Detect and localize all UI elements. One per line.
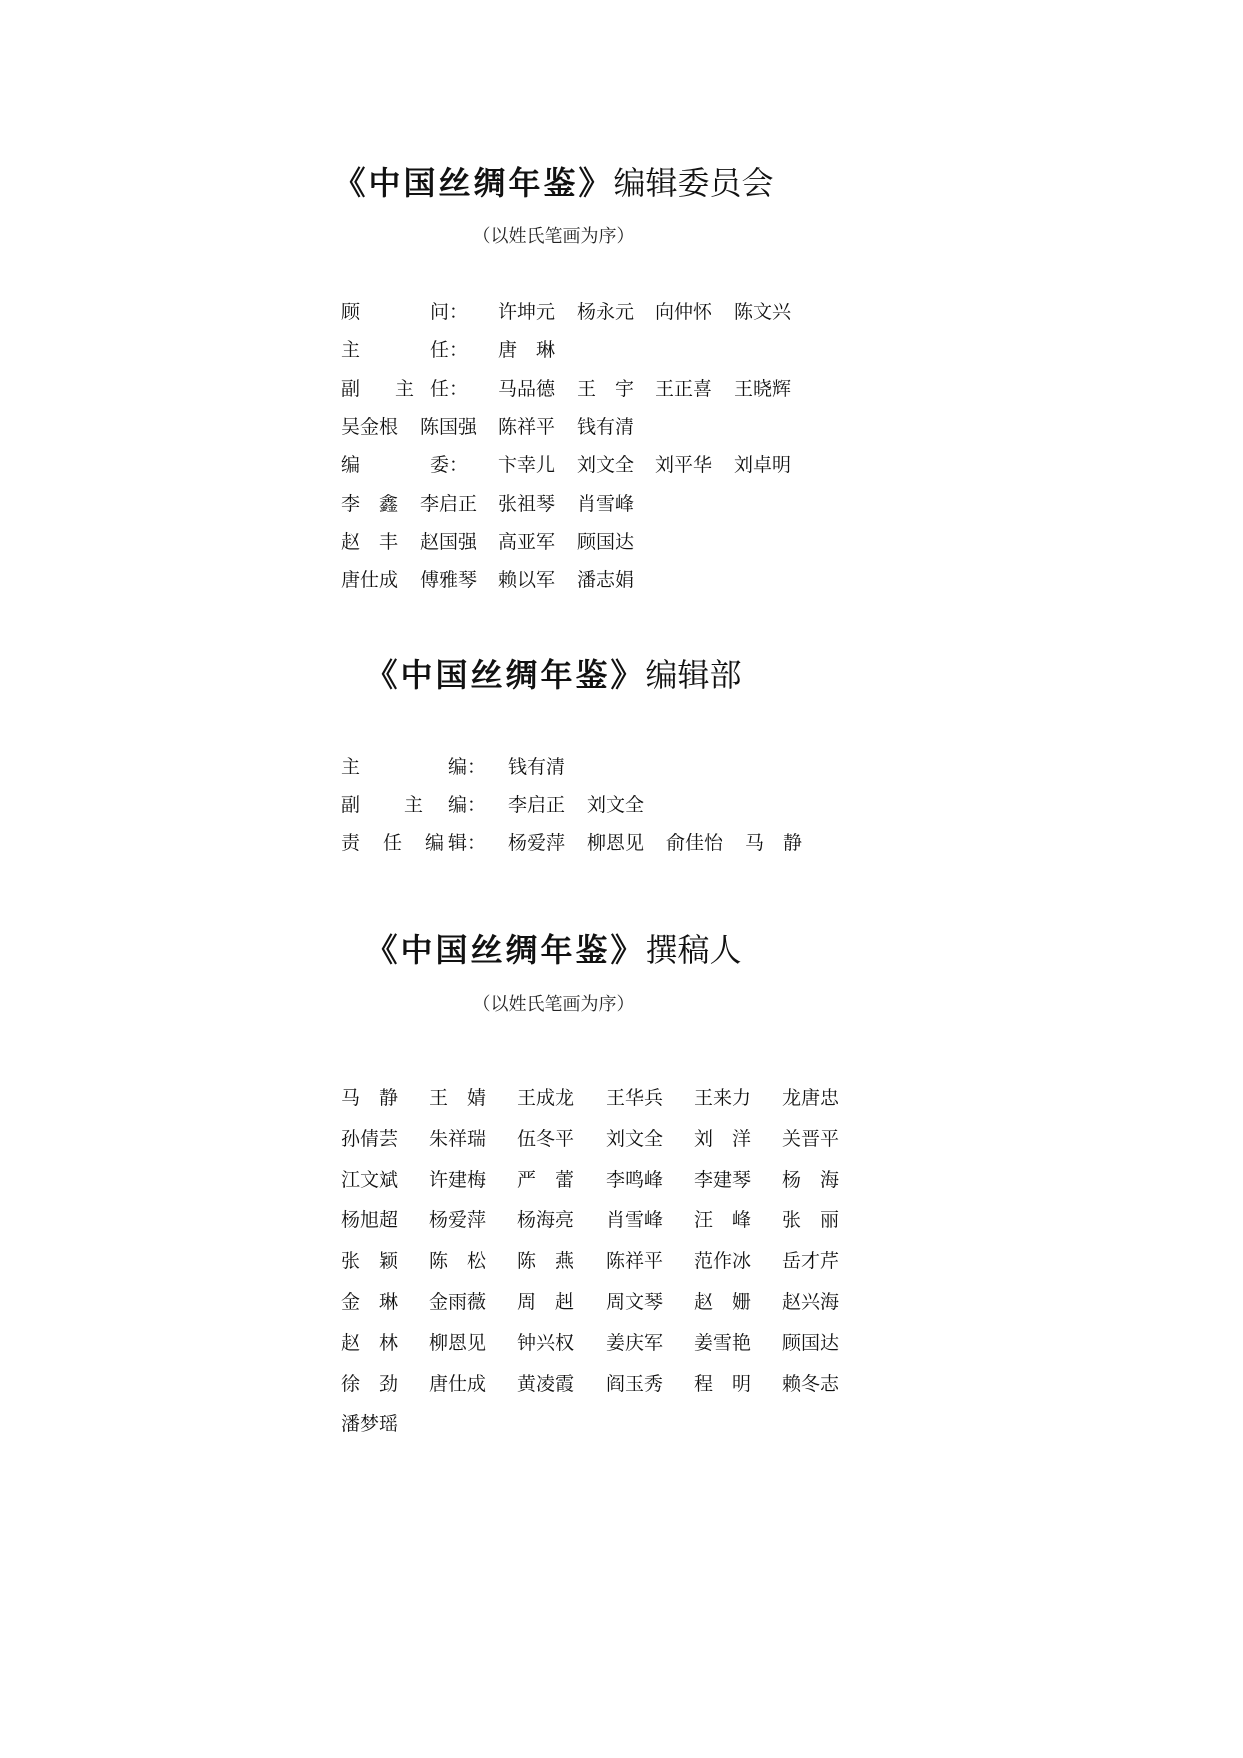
editorial-list xyxy=(0,755,1107,875)
role-label-part: 责 xyxy=(341,832,361,854)
role-label-part: 问： xyxy=(430,301,469,323)
writer-cell: 姜雪艳 xyxy=(694,1332,752,1354)
writer-cell: 钟兴权 xyxy=(517,1332,575,1354)
role-label-part: 辑： xyxy=(448,832,487,854)
committee-title-book: 《中国丝绸年鉴》 xyxy=(333,164,614,202)
writer-cell: 阎玉秀 xyxy=(606,1373,664,1395)
writer-cell: 赖冬志 xyxy=(782,1373,840,1395)
role-label-part: 编 xyxy=(425,832,445,854)
role-label-part: 主 xyxy=(341,756,361,778)
writer-cell: 杨爱萍 xyxy=(429,1209,487,1231)
writer-cell: 王成龙 xyxy=(517,1087,575,1109)
writer-cell: 金雨薇 xyxy=(429,1291,487,1313)
committee-role-label xyxy=(341,377,468,401)
writer-cell: 张 颖 xyxy=(341,1250,399,1272)
committee-subtitle: （以姓氏笔画为序） xyxy=(472,226,635,247)
writer-cell: 赵 姗 xyxy=(694,1291,752,1313)
writer-cell: 刘文全 xyxy=(606,1128,664,1150)
writer-cell: 范作冰 xyxy=(694,1250,752,1272)
writer-cell: 黄凌霞 xyxy=(517,1373,575,1395)
writer-cell: 徐 劲 xyxy=(341,1373,399,1395)
committee-role-label xyxy=(341,300,468,324)
editorial-role-label xyxy=(341,755,486,779)
writer-cell: 王 婧 xyxy=(429,1087,487,1109)
writer-cell: 潘梦瑶 xyxy=(341,1413,399,1435)
writers-title xyxy=(0,930,1107,970)
committee-row: 编 委： 卞幸儿 刘文全 刘平华 刘卓明 xyxy=(341,454,792,476)
writer-cell: 唐仕成 xyxy=(429,1373,487,1395)
role-label-part: 副 xyxy=(341,378,361,400)
writer-cell: 肖雪峰 xyxy=(606,1209,664,1231)
writer-cell: 杨旭超 xyxy=(341,1209,399,1231)
writers-subtitle: （以姓氏笔画为序） xyxy=(472,994,635,1015)
writer-cell: 杨海亮 xyxy=(517,1209,575,1231)
writer-cell: 许建梅 xyxy=(429,1169,487,1191)
writer-cell: 李鸣峰 xyxy=(606,1169,664,1191)
editorial-title-suffix: 编辑部 xyxy=(645,656,742,694)
writer-cell: 周文琴 xyxy=(606,1291,664,1313)
writer-cell: 陈 松 xyxy=(429,1250,487,1272)
writers-title-suffix: 撰稿人 xyxy=(645,931,742,969)
editorial-row: 责 任 编 辑： 杨爱萍 柳恩见 俞佳怡 马 静 xyxy=(341,832,803,854)
committee-row: 主 任： 唐 琳 xyxy=(341,339,556,361)
writer-cell: 江文斌 xyxy=(341,1169,399,1191)
writer-cell: 姜庆军 xyxy=(606,1332,664,1354)
writer-cell: 张 丽 xyxy=(782,1209,840,1231)
role-label-part: 主 xyxy=(395,378,415,400)
committee-title xyxy=(0,163,1107,203)
role-label-part: 副 xyxy=(341,794,361,816)
writer-cell: 赵 林 xyxy=(341,1332,399,1354)
role-label-part: 编： xyxy=(448,756,487,778)
committee-row: 顾 问： 许坤元 杨永元 向仲怀 陈文兴 xyxy=(341,301,792,323)
role-label-part: 主 xyxy=(404,794,424,816)
committee-row: 吴金根 陈国强 陈祥平 钱有清 xyxy=(341,416,635,438)
committee-row: 赵 丰 赵国强 高亚军 顾国达 xyxy=(341,531,635,553)
writer-cell: 程 明 xyxy=(694,1373,752,1395)
writer-cell: 赵兴海 xyxy=(782,1291,840,1313)
role-label-part: 编： xyxy=(448,794,487,816)
writer-cell: 金 琳 xyxy=(341,1291,399,1313)
writer-cell: 王华兵 xyxy=(606,1087,664,1109)
writer-cell: 孙倩芸 xyxy=(341,1128,399,1150)
editorial-role-label xyxy=(341,831,486,855)
committee-role-label xyxy=(341,338,468,362)
editorial-row: 主 编： 钱有清 xyxy=(341,756,566,778)
editorial-title xyxy=(0,655,1107,695)
writer-cell: 关晋平 xyxy=(782,1128,840,1150)
role-label-part: 委： xyxy=(430,454,469,476)
writer-cell: 马 静 xyxy=(341,1087,399,1109)
committee-row: 李 鑫 李启正 张祖琴 肖雪峰 xyxy=(341,493,635,515)
role-label-part: 任： xyxy=(430,339,469,361)
writer-cell: 刘 洋 xyxy=(694,1128,752,1150)
committee-title-suffix: 编辑委员会 xyxy=(613,164,774,202)
committee-row: 副 主 任： 马品德 王 宇 王正喜 王晓辉 xyxy=(341,378,792,400)
writer-cell: 杨 海 xyxy=(782,1169,840,1191)
committee-role-label xyxy=(341,453,468,477)
writer-cell: 陈祥平 xyxy=(606,1250,664,1272)
role-label-part: 顾 xyxy=(341,301,361,323)
editorial-row: 副 主 编： 李启正 刘文全 xyxy=(341,794,645,816)
writer-cell: 朱祥瑞 xyxy=(429,1128,487,1150)
committee-row: 唐仕成 傅雅琴 赖以军 潘志娟 xyxy=(341,569,635,591)
writer-cell: 汪 峰 xyxy=(694,1209,752,1231)
writer-cell: 伍冬平 xyxy=(517,1128,575,1150)
role-label-part: 任 xyxy=(383,832,403,854)
role-label-part: 编 xyxy=(341,454,361,476)
writers-list xyxy=(0,1086,1107,1446)
committee-list xyxy=(0,300,1107,600)
writer-cell: 陈 燕 xyxy=(517,1250,575,1272)
writer-cell: 王来力 xyxy=(694,1087,752,1109)
editorial-title-book: 《中国丝绸年鉴》 xyxy=(365,656,646,694)
writer-cell: 顾国达 xyxy=(782,1332,840,1354)
writer-cell: 龙唐忠 xyxy=(782,1087,840,1109)
writer-cell: 柳恩见 xyxy=(429,1332,487,1354)
writer-cell: 李建琴 xyxy=(694,1169,752,1191)
writer-cell: 周 赳 xyxy=(517,1291,575,1313)
role-label-part: 任： xyxy=(430,378,469,400)
editorial-role-label xyxy=(341,793,486,817)
writers-title-book: 《中国丝绸年鉴》 xyxy=(365,931,646,969)
writer-cell: 严 蕾 xyxy=(517,1169,575,1191)
writer-cell: 岳才芹 xyxy=(782,1250,840,1272)
role-label-part: 主 xyxy=(341,339,361,361)
